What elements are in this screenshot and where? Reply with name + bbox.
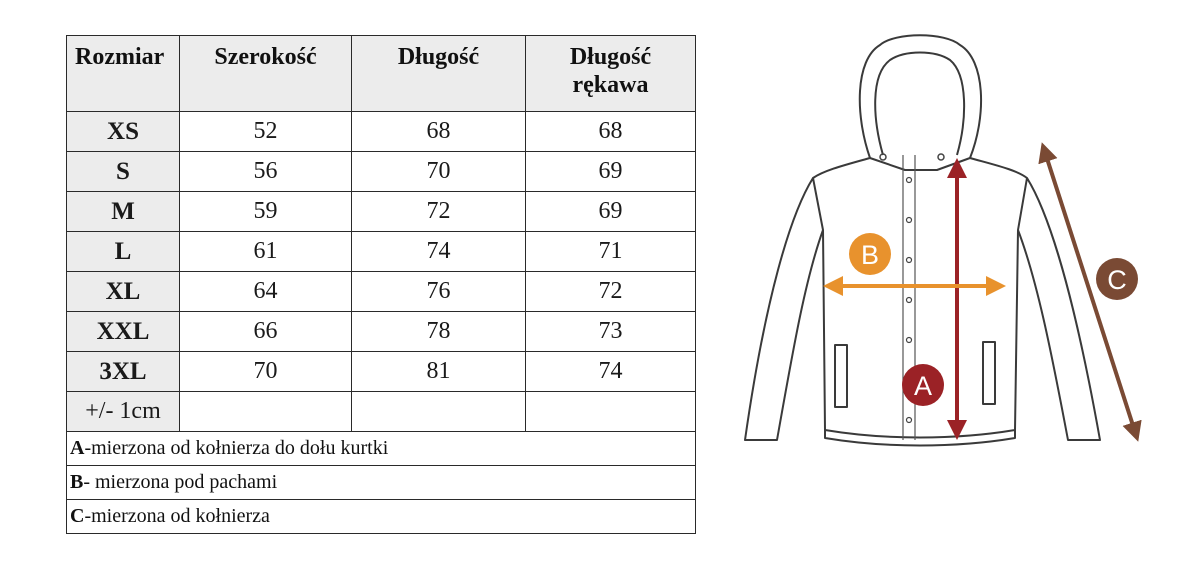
table-row bbox=[67, 152, 696, 192]
marker-c bbox=[1096, 258, 1138, 300]
sleeve-cell: 71 bbox=[526, 232, 696, 272]
table-row bbox=[67, 272, 696, 312]
note-c bbox=[67, 500, 696, 534]
empty-cell bbox=[180, 392, 352, 432]
header-sleeve bbox=[526, 36, 696, 112]
header-length: Długość bbox=[352, 36, 526, 112]
header-width: Szerokość bbox=[180, 36, 352, 112]
note-c-letter: C bbox=[70, 505, 85, 527]
tolerance-cell: +/- 1cm bbox=[67, 392, 180, 432]
length-cell: 81 bbox=[352, 352, 526, 392]
header-row bbox=[67, 36, 696, 112]
note-b-letter: B bbox=[70, 471, 84, 493]
sleeve-cell: 69 bbox=[526, 152, 696, 192]
header-sleeve-line1: Długość bbox=[569, 44, 652, 70]
table-row bbox=[67, 232, 696, 272]
note-a-text: -mierzona od kołnierza do dołu kurtki bbox=[84, 437, 389, 459]
marker-b bbox=[849, 233, 891, 275]
header-sleeve-line2: rękawa bbox=[572, 72, 649, 98]
size-cell: L bbox=[67, 232, 180, 272]
header-size: Rozmiar bbox=[67, 36, 180, 112]
note-row-b bbox=[67, 466, 696, 500]
sleeve-cell: 69 bbox=[526, 192, 696, 232]
width-cell: 64 bbox=[180, 272, 352, 312]
hood-drawstrings bbox=[880, 154, 944, 160]
sleeve-cell: 72 bbox=[526, 272, 696, 312]
table-row bbox=[67, 352, 696, 392]
length-cell: 74 bbox=[352, 232, 526, 272]
size-cell: XL bbox=[67, 272, 180, 312]
length-cell: 70 bbox=[352, 152, 526, 192]
length-cell: 68 bbox=[352, 112, 526, 152]
note-row-a bbox=[67, 432, 696, 466]
note-a bbox=[67, 432, 696, 466]
width-cell: 66 bbox=[180, 312, 352, 352]
jacket-diagram bbox=[705, 20, 1175, 460]
marker-a bbox=[902, 364, 944, 406]
table-row bbox=[67, 112, 696, 152]
size-table bbox=[66, 35, 696, 534]
length-cell: 78 bbox=[352, 312, 526, 352]
note-c-text: -mierzona od kołnierza bbox=[84, 505, 270, 527]
marker-a-label: A bbox=[913, 371, 933, 401]
length-cell: 72 bbox=[352, 192, 526, 232]
width-cell: 61 bbox=[180, 232, 352, 272]
tolerance-row bbox=[67, 392, 696, 432]
empty-cell bbox=[526, 392, 696, 432]
width-cell: 70 bbox=[180, 352, 352, 392]
size-cell: XXL bbox=[67, 312, 180, 352]
note-a-letter: A bbox=[70, 437, 85, 459]
size-cell: S bbox=[67, 152, 180, 192]
note-b bbox=[67, 466, 696, 500]
width-cell: 59 bbox=[180, 192, 352, 232]
width-cell: 52 bbox=[180, 112, 352, 152]
table-row bbox=[67, 192, 696, 232]
empty-cell bbox=[352, 392, 526, 432]
marker-b-label: B bbox=[860, 240, 880, 270]
width-cell: 56 bbox=[180, 152, 352, 192]
length-cell: 76 bbox=[352, 272, 526, 312]
note-b-text: - mierzona pod pachami bbox=[83, 471, 278, 493]
sleeve-cell: 73 bbox=[526, 312, 696, 352]
size-cell: 3XL bbox=[67, 352, 180, 392]
sleeve-cell: 74 bbox=[526, 352, 696, 392]
sleeve-cell: 68 bbox=[526, 112, 696, 152]
size-cell: M bbox=[67, 192, 180, 232]
note-row-c bbox=[67, 500, 696, 534]
marker-c-label: C bbox=[1107, 265, 1127, 295]
size-cell: XS bbox=[67, 112, 180, 152]
table-row bbox=[67, 312, 696, 352]
